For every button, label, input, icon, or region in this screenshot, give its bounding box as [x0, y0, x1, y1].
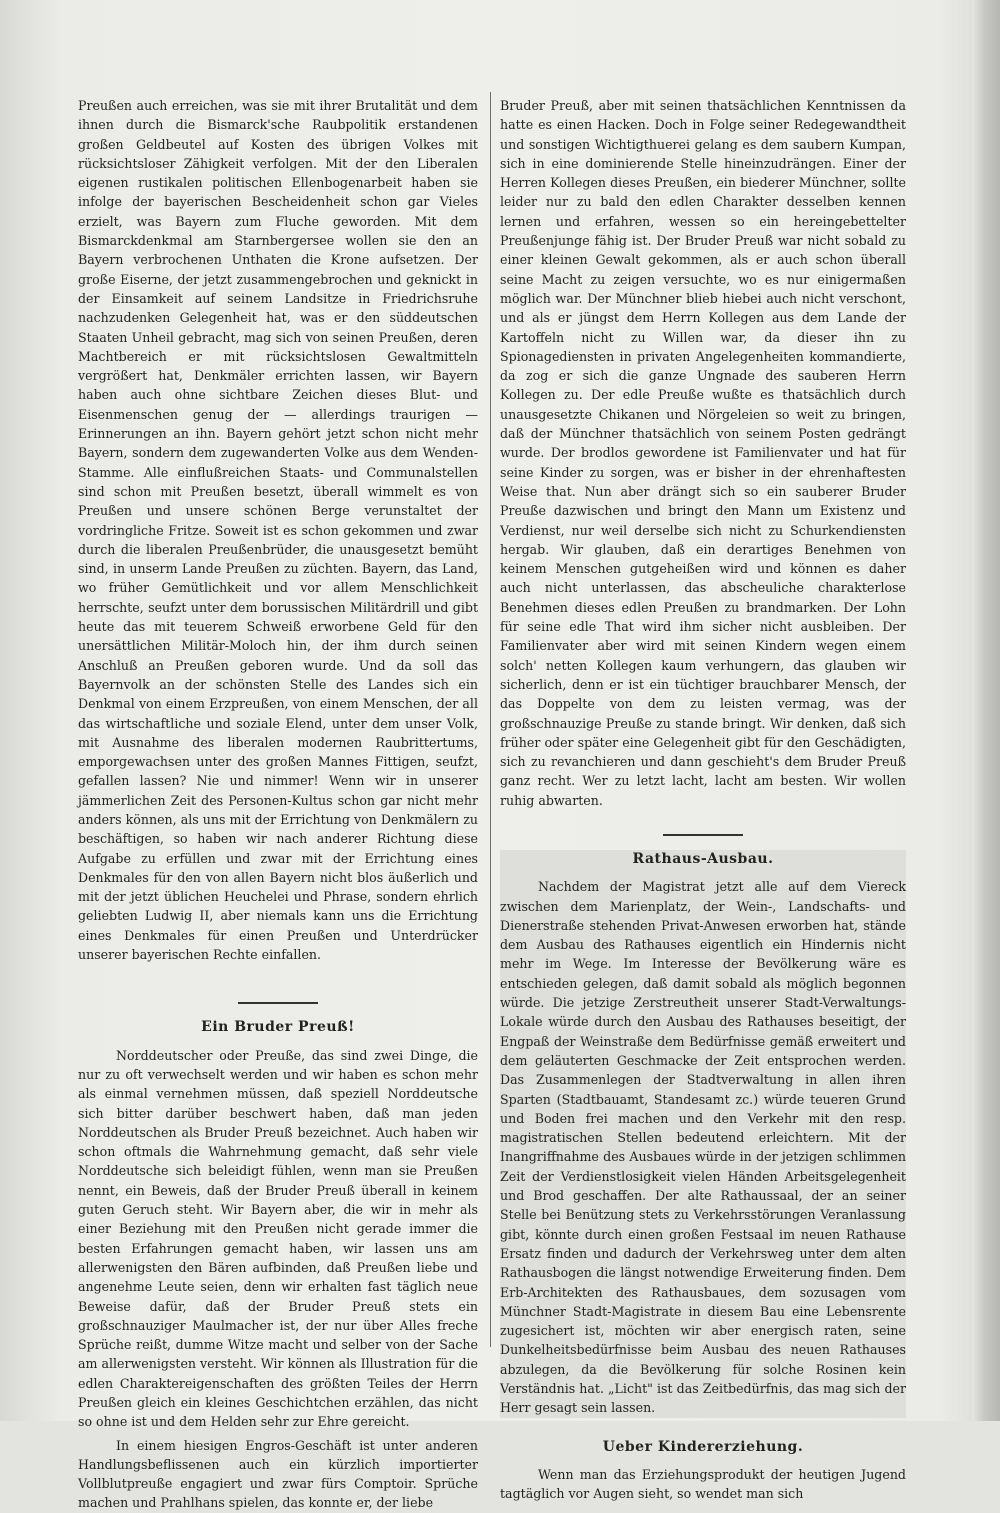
page-edge-shadow: [972, 0, 1000, 1421]
rathaus-article-box: [500, 850, 906, 1418]
intro-paragraph: Preußen auch erreichen, was sie mit ihrer Brutalität und dem ihnen durch die Bismarck'sche Raubpolitik erstandenen großen Geldbeutel auf Kosten des übrigen Volkes mit rücksichtsloser Zähigkeit verfolgen. Mit der den Liberalen eigenen rustikalen politischen Ellenbogenarbeit haben sie infolge der bayerischen Bescheidenheit schon gar Vieles erzielt, was Bayern zum Fluche geworden. Mit dem Bismarckdenkmal am Starnbergersee wollen sie den an Bayern verbrochenen Unthaten die Krone aufsetzen. Der große Eiserne, der jetzt zusammengebrochen und geknickt in der Einsamkeit auf seinem Landsitze in Friedrichsruhe nachzudenken Gelegenheit hat, was er den süddeutschen Staaten Unheil gebracht, mag sich von seinen Preußen, deren Machtbereich er mit rücksichtslosen Gewaltmitteln vergrößert hat, Denkmäler errichten lassen, wir Bayern haben auch ohne sichtbare Zeichen dieses Blut- und Eisenmenschen genug der — allerdings traurigen — Erinnerungen an ihn. Bayern gehört jetzt schon nicht mehr Bayern, sondern dem zugewanderten Volke aus dem Wenden-Stamme. Alle einflußreichen Staats- und Communalstellen sind schon mit Preußen besetzt, überall wimmelt es von Preußen und unsere schönen Berge verunstaltet der vordringliche Fritze. Soweit ist es schon gekommen und zwar durch die liberalen Preußenbrüder, die unausgesetzt bemüht sind, in unserm Lande Preußen zu züchten. Bayern, das Land, wo früher Gemütlichkeit und vor allem Menschlichkeit herrschte, seufzt unter dem borussischen Militärdrill und gibt heute das mit teuerem Schweiß erworbene Geld für den unersättlichen Militär-Moloch hin, der ihm durch seinen Anschluß an Preußen geboren wurde. Und da soll das Bayernvolk an der schönsten Stelle des Landes sich ein Denkmal von einem Erzpreußen, von einem Menschen, der all das wirtschaftliche und soziale Elend, unter dem unser Volk, mit Ausnahme des liberalen modernen Raubrittertums, emporgewachsen unter des großen Mannes Fittigen, seufzt, gefallen lassen? Nie und nimmer! Wenn wir in unserer jämmerlichen Zeit des Personen-Kultus schon gar nicht mehr anders können, als uns mit der Errichtung von Denkmälern zu beschäftigen, so haben wir nach anderer Richtung diese Aufgabe zu erfüllen und zwar mit der Errichtung eines Denkmales für den von allen Bayern nicht blos äußerlich und mit der jetzt üblichen Heuchelei und Phrase, sondern ehrlich geliebten Ludwig II, aber niemals kann uns die Errichtung eines Denkmales für einen Preußen und Unterdrücker unserer bayerischen Rechte einfallen.: [78, 98, 478, 963]
continuation-paragraph: Bruder Preuß, aber mit seinen thatsächlichen Kenntnissen da hatte es einen Hacken. Doch in Folge seiner Redegewandtheit und sonstigen Wichtigthuerei gelang es dem saubern Kumpan, sich in eine dominierende Stelle hineinzudrängen. Einer der Herren Kollegen dieses Preußen, ein biederer Münchner, sollte leider nur zu bald den edlen Charakter desselben kennen lernen und erfahren, wessen so ein hereingebettelter Preußenjunge fähig ist. Der Bruder Preuß war nicht sobald zu einer kleinen Gewalt gekommen, als er auch schon überall seine Macht zu zeigen versuchte, wo es nur einigermaßen möglich war. Der Münchner blieb hiebei auch nicht verschont, und als er jüngst dem Herrn Kollegen aus dem Lande der Kartoffeln nicht zu Willen war, da dieser ihn zu Spionagediensten in privaten Angelegenheiten kommandierte, da zog er sich die ganze Ungnade des sauberen Herrn Kollegen zu. Der edle Preuße wußte es thatsächlich durch unausgesetzte Chikanen und Nörgeleien so weit zu bringen, daß der Münchner thatsächlich von seinem Posten gedrängt wurde. Der brodlos gewordene ist Familienvater und hat für seine Kinder zu sorgen, was er bisher in der ehrenhaftesten Weise that. Nun aber drängt sich so ein sauberer Bruder Preuße dazwischen und bringt den Mann um Existenz und Verdienst, nur weil derselbe sich nicht zu Schurkendiensten hergab. Wir glauben, daß ein derartiges Benehmen von keinem Menschen gutgeheißen wird und können es daher auch nicht unterlassen, das abscheuliche charakterlose Benehmen dieses edlen Preußen zu brandmarken. Der Lohn für seine edle That wird ihm sicher nicht ausbleiben. Der Familienvater aber wird mit seinen Kindern wegen einem solch' netten Kollegen kaum verhungern, das glauben wir sicherlich, denn er ist ein tüchtiger brauchbarer Mensch, der das Doppelte von dem zu leisten vermag, was der großschnauzige Preuße zu stande bringt. Wir denken, daß sich früher oder später eine Gelegenheit gibt für den Geschädigten, sich zu revanchieren und dann geschieht's dem Bruder Preuß ganz recht. Wer zu letzt lacht, lacht am besten. Wir wollen ruhig abwarten.: [500, 98, 906, 808]
article-title-rathaus: Rathaus-Ausbau.: [632, 850, 774, 867]
section-rule: [663, 834, 743, 836]
section-rule: [238, 1002, 318, 1004]
column-divider: [490, 92, 491, 1347]
left-column: [78, 96, 478, 1513]
article-title-bruder-preuss: Ein Bruder Preuß!: [201, 1019, 355, 1036]
article-paragraph: In einem hiesigen Engros-Geschäft ist unter anderen Handlungsbeflissenen auch ein kürzlich importierter Vollblutpreuße engagiert und zwar fürs Comptoir. Sprüche machen und Prahlhans spielen, das konnte er, der liebe: [78, 1437, 478, 1511]
right-column: [500, 96, 906, 1503]
article-title-kindererziehung: Ueber Kindererziehung.: [602, 1438, 804, 1455]
article-paragraph: Wenn man das Erziehungsprodukt der heutigen Jugend tagtäglich vor Augen sieht, so wendet man sich: [500, 1466, 906, 1502]
article-paragraph: Norddeutscher oder Preuße, das sind zwei Dinge, die nur zu oft verwechselt werden und wir haben es schon mehr als einmal vernehmen müssen, daß speziell Norddeutsche sich bitter darüber beschwert haben, daß man jeden Norddeutschen als Bruder Preuß bezeichnet. Auch haben wir schon oftmals die Wahrnehmung gemacht, daß sehr viele Norddeutsche sich beleidigt fühlen, wenn man sie Preußen nennt, ein Beweis, daß der Bruder Preuß überall in keinem guten Geruch steht. Wir Bayern aber, die wir in mehr als einer Beziehung mit den Preußen nicht gerade immer die besten Erfahrungen gemacht haben, wir lassen uns am allerwenigsten den Bären aufbinden, daß Preußen liebe und angenehme Leute seien, denn wir erhalten fast täglich neue Beweise dafür, daß der Bruder Preuß stets ein großschnauziger Maulmacher ist, der nur über Alles freche Sprüche reißt, dumme Witze macht und selber von der Sache am allerwenigsten versteht. Wir können als Illustration für die edlen Charaktereigenschaften des größten Teiles der Herrn Preußen gleich ein kleines Geschichtchen erzählen, das nicht so ohne ist und dem Helden sehr zur Ehre gereicht.: [78, 1047, 478, 1430]
article-paragraph: Nachdem der Magistrat jetzt alle auf dem Viereck zwischen dem Marienplatz, der Wein-, Landschafts- und Dienerstraße stehenden Privat-Anwesen erworben hat, stände dem Ausbau des Rathauses eigentlich ein Hindernis nicht mehr im Wege. Im Interesse der Bevölkerung wäre es entschieden gelegen, daß damit sobald als möglich begonnen würde. Die jetzige Zerstreutheit unserer Stadt-Verwaltungs-Lokale würde durch den Ausbau des Rathauses beseitigt, der Engpaß der Weinstraße dem Bedürfnisse gemäß erweitert und dem geläuterten Geschmacke der Zeit entsprochen werden. Das Zusammenlegen der Stadtverwaltung in allen ihren Sparten (Stadtbauamt, Standesamt zc.) würde teueren Grund und Boden frei machen und den Verkehr mit den resp. magistratischen Stellen bedeutend erleichtern. Mit der Inangriffnahme des Ausbaues würde in der jetzigen schlimmen Zeit der Verdienstlosigkeit vielen Händen Arbeitsgelegenheit und Brod geschaffen. Der alte Rathaussaal, der an seiner Stelle bei Benützung stets zu Verkehrsstörungen Veranlassung gibt, könnte durch einen großen Festsaal im neuen Rathause Ersatz finden und dadurch der Verkehrsweg unter dem alten Rathausbogen die längst notwendige Erweiterung finden. Dem Erb-Architekten des Rathausbaues, dem sozusagen vom Münchner Stadt-Magistrate in diesem Bau eine Lebensrente zugesichert ist, möchten wir aber energisch raten, seine Dunkelheitsbedürfnisse beim Ausbau des neuen Rathauses abzulegen, da die Bevölkerung für solche Rosinen kein Verständnis hat. „Licht" ist das Zeitbedürfnis, das mag sich der Herr gesagt sein lassen.: [500, 879, 906, 1416]
